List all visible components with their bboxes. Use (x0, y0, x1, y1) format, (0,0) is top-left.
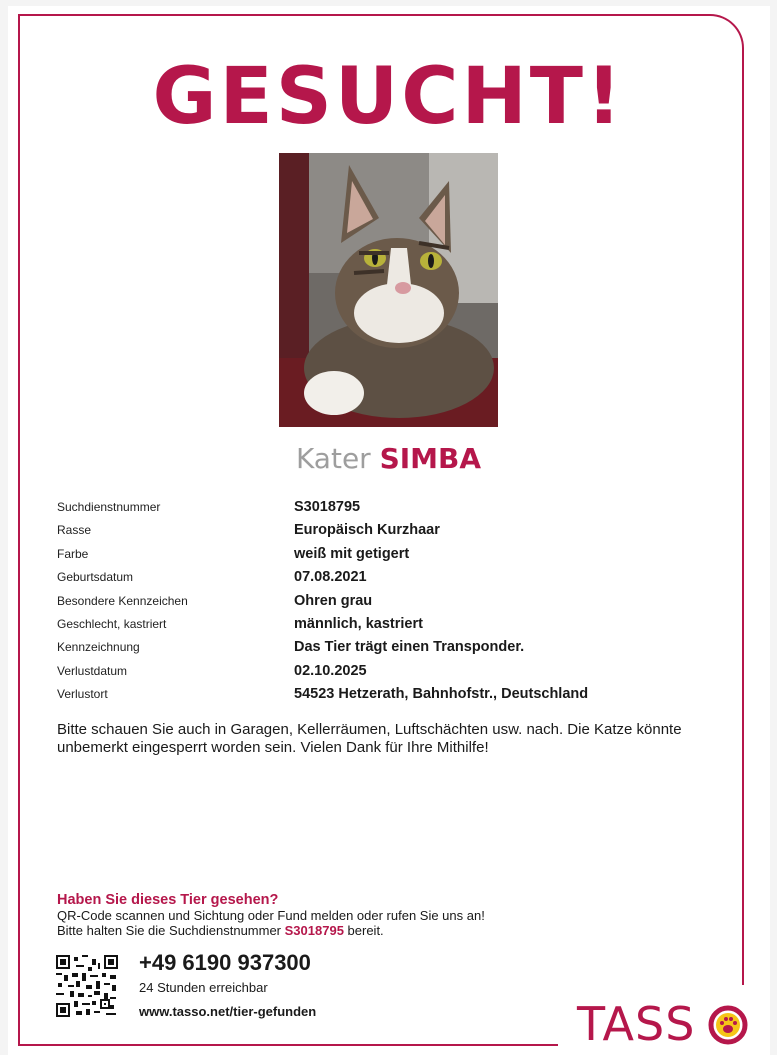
hotline-hours: 24 Stunden erreichbar (139, 980, 268, 995)
reference-suffix: bereit. (343, 923, 384, 938)
detail-value: 07.08.2021 (294, 569, 367, 586)
hotline-phone[interactable]: +49 6190 937300 (139, 950, 311, 975)
detail-label: Verlustdatum (57, 663, 128, 678)
details-list (57, 498, 737, 709)
detail-row (57, 498, 737, 521)
detail-row (57, 685, 737, 708)
qr-code[interactable] (56, 955, 118, 1017)
logo-text: TASS (577, 997, 696, 1051)
pet-name-value: SIMBA (379, 442, 482, 475)
detail-label: Geschlecht, kastriert (57, 616, 167, 631)
headline: GESUCHT! (152, 52, 625, 142)
detail-row (57, 568, 737, 591)
paw-circle-icon (707, 1004, 749, 1046)
detail-row (57, 638, 737, 661)
detail-value: männlich, kastriert (294, 615, 423, 632)
contact-title: Haben Sie dieses Tier gesehen? (57, 892, 279, 908)
detail-label: Geburtsdatum (57, 570, 134, 585)
detail-row (57, 545, 737, 568)
detail-value: weiß mit getigert (294, 545, 410, 562)
detail-label: Suchdienstnummer (57, 500, 161, 514)
cat-photo (279, 153, 498, 427)
detail-value: S3018795 (294, 499, 361, 515)
bottom-border (18, 1044, 558, 1046)
reference-number: S3018795 (284, 923, 344, 938)
detail-label: Farbe (57, 546, 89, 561)
detail-value: 02.10.2025 (294, 662, 367, 679)
search-note: Bitte schauen Sie auch in Garagen, Kellerräumen, Luftschächten usw. nach. Die Katze könnte unbemerkt eingesperrt worden sein. Vielen Dank für Ihre Mithilfe! (57, 721, 682, 756)
reference-prefix: Bitte halten Sie die Suchdienstnummer (57, 923, 285, 938)
tasso-logo (577, 998, 695, 1050)
detail-label: Rasse (57, 523, 92, 538)
pet-prefix: Kater (295, 442, 371, 475)
detail-label: Verlustort (57, 687, 108, 702)
detail-row (57, 521, 737, 544)
contact-reference (57, 923, 384, 938)
contact-instructions: QR-Code scannen und Sichtung oder Fund melden oder rufen Sie uns an! (57, 908, 485, 923)
detail-row (57, 615, 737, 638)
detail-value: Das Tier trägt einen Transponder. (294, 639, 525, 656)
detail-label: Besondere Kennzeichen (57, 593, 188, 608)
detail-row (57, 662, 737, 685)
pet-name (0, 442, 777, 475)
detail-label: Kennzeichnung (57, 640, 140, 655)
detail-value: 54523 Hetzerath, Bahnhofstr., Deutschland (294, 686, 589, 703)
detail-row (57, 592, 737, 615)
detail-value: Ohren grau (294, 592, 373, 609)
website-link[interactable]: www.tasso.net/tier-gefunden (139, 1004, 317, 1019)
detail-value: Europäisch Kurzhaar (294, 522, 440, 539)
